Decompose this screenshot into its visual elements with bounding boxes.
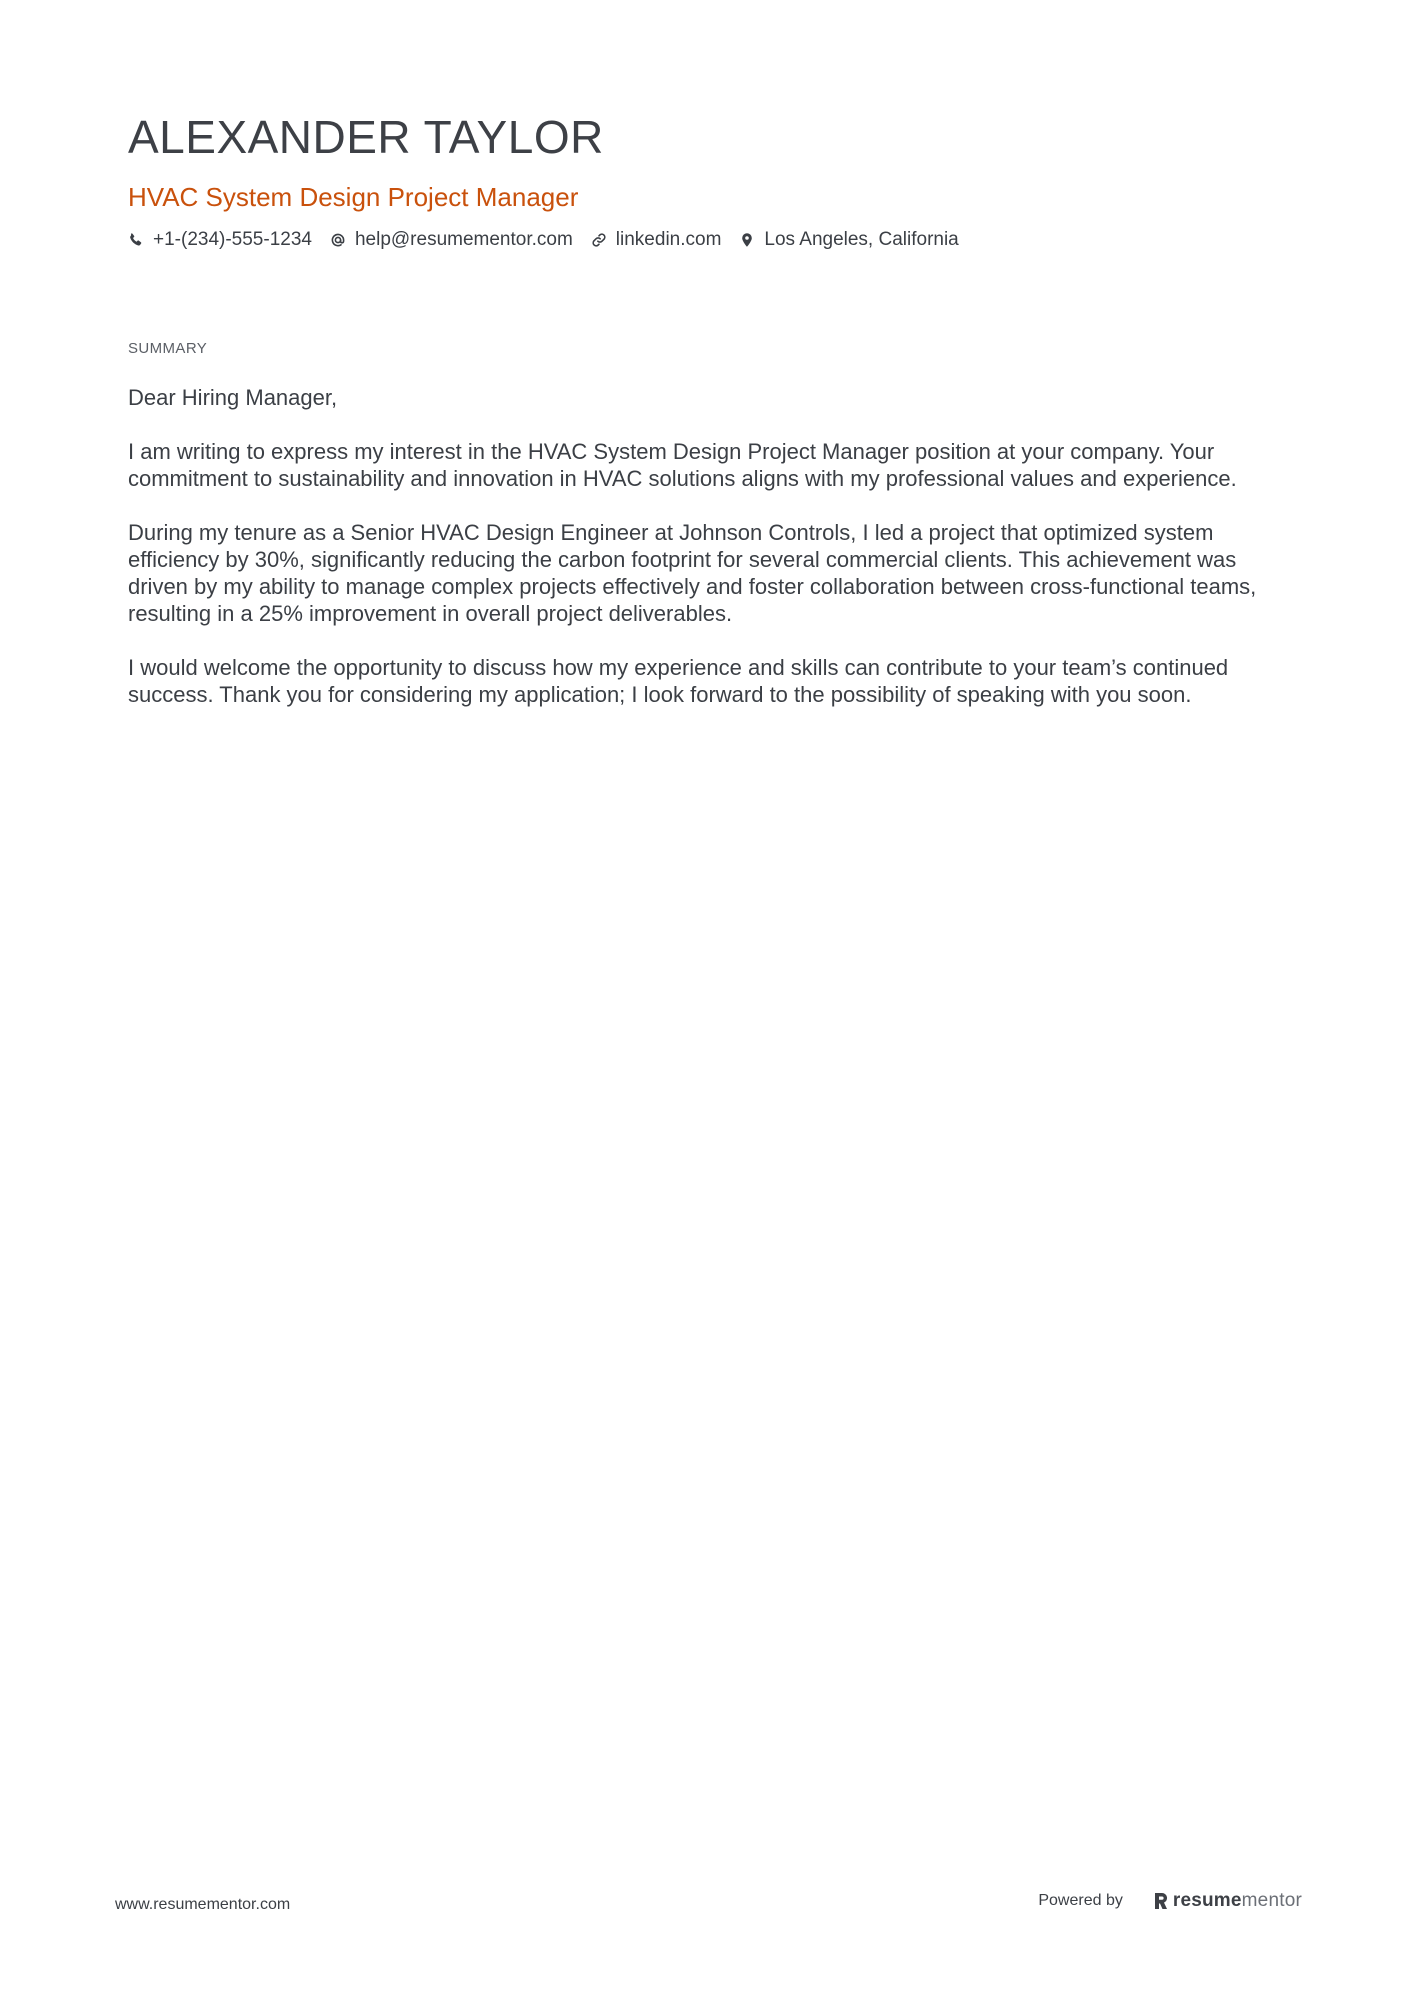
contact-location — [739, 228, 958, 252]
letter-salutation: Dear Hiring Manager, — [128, 385, 338, 410]
powered-by-label: Powered by — [1038, 1892, 1123, 1909]
at-icon — [330, 232, 346, 248]
location-pin-icon — [739, 232, 755, 248]
letter-paragraph: I am writing to express my interest in the HVAC System Design Project Manager position at your company. Your commitment to sustainability and innovation in HVAC solutions aligns with my professional values and experience. — [128, 439, 1237, 491]
letter-paragraph: During my tenure as a Senior HVAC Design Engineer at Johnson Controls, I led a project that optimized system efficiency by 30%, significantly reducing the carbon footprint for several commercial clients. This achievement was driven by my ability to manage complex projects effectively and foster collaboration between cross-functional teams, resulting in a 25% improvement in overall project deliverables. — [128, 520, 1257, 626]
contact-phone-text: +1-(234)-555-1234 — [153, 229, 312, 250]
contact-email[interactable] — [330, 228, 573, 252]
job-title: HVAC System Design Project Manager — [128, 182, 579, 212]
candidate-name: ALEXANDER TAYLOR — [128, 111, 604, 163]
brand-text-resume: resume — [1172, 1890, 1242, 1911]
brand-text-mentor: mentor — [1241, 1890, 1302, 1911]
link-icon — [591, 232, 607, 248]
contact-linkedin[interactable] — [591, 228, 722, 252]
letter-paragraph: I would welcome the opportunity to discuss how my experience and skills can contribute to your team’s continued success. Thank you for considering my application; I look forward to the possibility of speaking with you soon. — [128, 655, 1229, 707]
footer-website-link[interactable]: www.resumementor.com — [115, 1896, 291, 1913]
letter-body — [128, 384, 1288, 735]
footer-branding — [1038, 1890, 1302, 1912]
resumementor-logo[interactable] — [1153, 1890, 1302, 1912]
summary-heading: SUMMARY — [128, 340, 208, 357]
contact-bar — [128, 228, 977, 252]
contact-linkedin-text[interactable]: linkedin.com — [615, 229, 722, 250]
contact-email-text[interactable]: help@resumementor.com — [354, 229, 573, 250]
resumementor-logo-icon — [1153, 1891, 1169, 1911]
contact-location-text: Los Angeles, California — [764, 229, 959, 250]
phone-icon — [128, 232, 144, 248]
contact-phone — [128, 228, 312, 252]
